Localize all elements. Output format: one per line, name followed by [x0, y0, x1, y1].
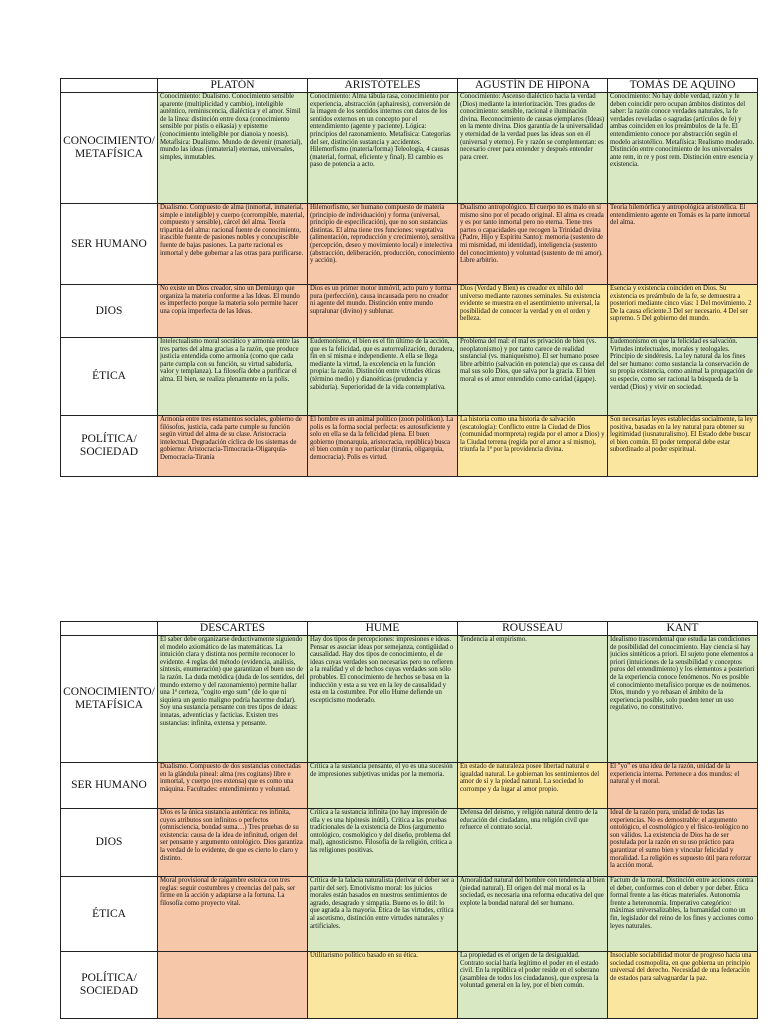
row-label-etica: ÉTICA: [61, 877, 158, 952]
cell: [308, 93, 458, 204]
cell: [158, 809, 308, 877]
philosophy-table-2: [60, 621, 758, 1019]
cell: [308, 809, 458, 877]
cell-text: El hombre es un animal político (zoon politikon). La polis es la forma social perfecta: es autosuficiente y solo en ella se da la felicidad plena. El buen gobierno (monarquía, aristocracia, república) busca el bien común y no particular (tiranía, oligarquía, democracia). Polis es virtud.: [310, 416, 454, 461]
table-row: [61, 416, 758, 477]
cell: [458, 763, 608, 809]
cell-text: Utilitarismo político basado en su ética.: [310, 952, 418, 959]
header-agustin: AGUSTÍN DE HIPONA: [458, 79, 608, 93]
cell: [458, 93, 608, 204]
table-row: [61, 877, 758, 952]
cell: [308, 636, 458, 763]
header-kant: KANT: [608, 622, 758, 636]
cell-text: Dualismo. Compuesto de alma (inmortal, inmaterial, simple e inteligible) y cuerpo (corrompible, material, compuesto y sensible), cárcel del alma. Teoría tripartita del alma: racional fuente de conocimiento, irascible fuente de pasiones nobles y concupiscible fuente de bajas pasiones. La parte racional es inmortal y debe gobernar a las otras para purificarse.: [160, 204, 305, 257]
cell-text: Esencia y existencia coinciden en Dios. Su existencia es preámbulo de la fe, se demuestra a posteriori mediante cinco vías: 1 Del movimiento. 2 De la causa eficiente.3 Del ser necesario. 4 Del ser supremo. 5 Del gobierno del mundo.: [610, 285, 752, 323]
header-tomas: TOMÁS DE AQUINO: [608, 79, 758, 93]
cell-text: Hay dos tipos de percepciones: impresiones e ideas. Pensar es asociar ideas por semejanza, contigüidad o causalidad. Hay dos tipos de conocimiento, el de ideas cuyas verdades son necesarias pero no refieren a la realidad y el de hechos cuyas verdades son sólo probables. El conocimiento de hechos se basa en la inducción y esta a su vez en la ley de causalidad y esta en la costumbre. Por ello Hume defiende un escepticismo moderado.: [310, 636, 454, 704]
cell-text: Dualismo. Compuesto de dos sustancias conectadas en la glándula pineal: alma (res cogitans) libre e inmortal, y cuerpo (res extensa) que es como una máquina. Facultades: entendimiento y voluntad.: [160, 763, 301, 793]
cell-text: Hilemorfismo, ser humano compuesto de materia (principio de individuación) y forma (universal, principio de especificación), que no son sustancias distintas. El alma tiene tres funciones: vegetativa (alimentación, reproducción y crecimiento), sensitiva (percepción, deseo y movimiento local) e intelectiva (abstracción, deliberación, producción, conocimiento y acción).: [310, 204, 455, 265]
cell: [458, 338, 608, 416]
cell: [158, 204, 308, 285]
header-hume: HUME: [308, 622, 458, 636]
cell: [608, 763, 758, 809]
cell-text: Insociable sociabilidad motor de progreso hacia una sociedad cosmopolita, en que gobierna un principio universal del derecho. Necesidad de una federación de estados para salvaguardar la paz.: [610, 952, 752, 982]
cell: [308, 204, 458, 285]
table-row: [61, 204, 758, 285]
cell: [608, 93, 758, 204]
table-header-row: [61, 79, 758, 93]
cell-text: Amoralidad natural del hombre con tendencia al bien (piedad natural). El origen del mal moral es la sociedad, es necesaria una reforma educativa del que explote la bondad natural del ser humano.: [460, 877, 605, 907]
table-row: [61, 338, 758, 416]
cell: [158, 338, 308, 416]
cell: [608, 952, 758, 1019]
header-descartes: DESCARTES: [158, 622, 308, 636]
cell: [158, 636, 308, 763]
table-row: [61, 636, 758, 763]
cell-text: Conocimiento: Alma tábula rasa, conocimiento por experiencia, abstracción (aphairesis), conversión de la imagen de los sentidos internos con datos de los sentidos externos en un concepto por el entendimiento (agente y paciente). Lógica: principios del razonamiento. Metafísica: Categorías del ser, distinción sustancia y accidentes. Hilemorfismo (materia/forma) Teleología, 4 causas (material, formal, eficiente y final). El cambio es paso de potencia a acto.: [310, 93, 451, 169]
cell: [308, 877, 458, 952]
row-label-politica: POLÍTICA/ SOCIEDAD: [61, 952, 158, 1019]
cell: [458, 636, 608, 763]
cell-text: Son necesarias leyes establecidas socialmente, la ley positiva, basadas en la ley natural para obtener su legitimidad (iusnaturalismo). El Estado debe buscar el bien común. El poder temporal debe estar subordinado al poder espiritual.: [610, 416, 753, 454]
cell-text: Dios es la única sustancia auténtica: res infinita, cuyos atributos son infinitos o perfectos (omnisciencia, bondad suma…) Tres pruebas de su existencia: causa de la idea de infinitud, origen del ser pensante y argumento ontológico. Dios garantiza la verdad de lo evidente, de que es cierto lo claro y distinto.: [160, 809, 303, 862]
row-label-dios: DIOS: [61, 285, 158, 338]
cell: [158, 763, 308, 809]
table-row: [61, 809, 758, 877]
row-label-dios: DIOS: [61, 809, 158, 877]
header-corner: [61, 79, 158, 93]
cell-text: No existe un Dios creador, sino un Demiurgo que organiza la materia conforme a las Ideas. El mundo es imperfecto porque la materia solo permite hacer una copia imperfecta de las Ideas.: [160, 285, 300, 315]
cell: [458, 204, 608, 285]
cell-text: Factum de la moral. Distinción entre acciones contra el deber, conformes con el deber y por deber. Ética formal frente a las éticas materiales. Autonomía frente a heteronomía. Imperativo categórico: máximas universalizables, la humanidad como un fin, legislador del reino de los fines y acciones como leyes naturales.: [610, 877, 754, 930]
cell: [308, 338, 458, 416]
row-label-ser-humano: SER HUMANO: [61, 204, 158, 285]
table-row: [61, 285, 758, 338]
cell: [458, 285, 608, 338]
cell-text: Crítica a la sustancia pensante, el yo es una sucesión de impresiones subjetivas unidas por la memoria.: [310, 763, 453, 778]
cell: [308, 416, 458, 477]
cell: [158, 285, 308, 338]
cell-text: La propiedad es el origen de la desigualdad. Contrato social haría legítimo el poder en el estado civil. En la república el poder reside en el soberano (asamblea de todos los ciudadanos), que expresa la voluntad general en la ley, por el bien común.: [460, 952, 600, 990]
row-label-politica: POLÍTICA/ SOCIEDAD: [61, 416, 158, 477]
table-row: [61, 952, 758, 1019]
cell-text: Ideal de la razón pura, unidad de todas las experiencias. No es demostrable: el argumento ontológico, el cosmológico y el físico-teológico no son válidos. La existencia de Dios ha de ser postulada por la razón en su uso práctico para garantizar el sumo bien y vincular felicidad y moralidad. La religión es supuesto útil para reforzar la acción moral.: [610, 809, 752, 870]
cell: [608, 338, 758, 416]
cell: [158, 93, 308, 204]
cell: [608, 204, 758, 285]
cell-text: Teoría hilemórfica y antropológica aristotélica. El entendimiento agente en Tomás es la parte inmortal del alma.: [610, 204, 751, 227]
cell-text: Dios (Verdad y Bien) es creador ex nihilo del universo mediante razones seminales. Su existencia evidente se muestra en el asentimiento universal, la posibilidad de conocer la verdad y en el orden y belleza.: [460, 285, 601, 323]
cell: [608, 285, 758, 338]
cell: [158, 877, 308, 952]
cell: [158, 952, 308, 1019]
header-aristoteles: ARISTÓTELES: [308, 79, 458, 93]
cell: [458, 416, 608, 477]
cell: [458, 952, 608, 1019]
cell: [608, 636, 758, 763]
cell-text: Crítica a la sustancia infinita (no hay impresión de ella y es una hipótesis inútil). Crítica a las pruebas tradicionales de la existencia de Dios (argumento ontológico, cosmológico y del diseño, problema del mal), agnosticismo. Filosofía de la religión, crítica a las religiones positivas.: [310, 809, 452, 854]
cell: [308, 763, 458, 809]
row-label-conocimiento: CONOCIMIENTO/ METAFÍSICA: [61, 93, 158, 204]
cell-text: En estado de naturaleza posee libertad natural e igualdad natural. Le gobiernan los sentimientos del amor de sí y la piedad natural. La sociedad lo corrompe y da lugar al amor propio.: [460, 763, 600, 793]
cell-text: Defensa del deísmo, y religión natural dentro de la educación del ciudadano, una religión civil que refuerce el contrato social.: [460, 809, 598, 832]
cell-text: La historia como una historia de salvación (escatología): Conflicto entre la Ciudad de Dios (comunidad mormpreta) regida por el amor a Dios) y la Ciudad terrena (regida por el amor a sí mismo), triunfa la 1ª por la providencia divina.: [460, 416, 605, 454]
row-label-etica: ÉTICA: [61, 338, 158, 416]
cell-text: Dios es un primer motor inmóvil, acto puro y forma pura (perfección), causa incausada pero no creador ni agente del mundo. Distinción entre mundo supralunar (divino) y sublunar.: [310, 285, 452, 315]
cell-text: Armonía entre tres estamentos sociales, gobierno de filósofos, justicia, cada parte cumple su función según virtud del alma de su clase. Aristocracia intelectual. Degradación cíclica de los sistemas de gobierno: Aristocracia-Timocracia-Oligarquía-Democracia-Tiranía: [160, 416, 302, 461]
cell-text: Intelectualismo moral socrático y armonía entre las tres partes del alma gracias a la razón, que produce justicia entendida como armonía (como que cada parte cumpla con su función, su virtud sabiduría, valor y templanza). La filosofía debe a purificar el alma. El bien, se realiza plenamente en la polis.: [160, 338, 300, 383]
cell-text: Tendencia al empirismo.: [460, 636, 527, 643]
table-header-row: [61, 622, 758, 636]
cell-text: Crítica de la falacia naturalista (derivar el deber ser a partir del ser). Emotivismo moral: los juicios morales están basados en nuestros sentimientos de agrado, desagrado y simpatía. Bueno es lo útil: lo que agrada a la mayoría. Ética de las virtudes, crítica al ascetismo, distinción entre virtudes naturales y artificiales.: [310, 877, 454, 930]
cell-text: Eudemonismo en que la felicidad es salvación. Virtudes intelectuales, morales y teologales. Principio de sindéresis. La ley natural da los fines del ser humano: como sustancia la conservación de su propia existencia, como animal la propagación de su especie, como ser racional la búsqueda de la verdad (Dios) y vivir en sociedad.: [610, 338, 753, 391]
cell-text: Eudemonismo, el bien es el fin último de la acción, que es la felicidad, que es autorrealización, duradera, fin en sí misma e independiente. A ella se llega mediante la virtud, la excelencia en la función propia: la razón. Distinción entre virtudes éticas (término medio) y dianoéticas (prudencia y sabiduría). Superioridad de la vida contemplativa.: [310, 338, 455, 391]
row-label-conocimiento: CONOCIMIENTO/ METAFÍSICA: [61, 636, 158, 763]
cell: [608, 809, 758, 877]
cell: [608, 416, 758, 477]
table-row: [61, 93, 758, 204]
cell-text: Conocimiento: Ascenso dialéctico hacia la verdad (Dios) mediante la interiorización. Tres grados de conocimiento: sensible, racional e iluminación divina. Reconocimiento de causas ejemplares (Ideas) en la mente divina. Dios garantía de la universalidad y eternidad de la verdad pues las ideas son en él (universal y eterno). Fe y razón se complementan: es necesario creer para entender y después entender para creer.: [460, 93, 605, 161]
cell-text: Dualismo antropológico. El cuerpo no es malo en sí mismo sino por el pecado original. El alma es creada y es por tanto inmortal pero no eterna. Tiene tres partes o capacidades que recogen la Trinidad divina (Padre, Hijo y Espíritu Santo): memoria (sustento de mi mismidad, mi identidad), inteligencia (sustento del conocimiento) y voluntad (sustento de mi amor). Libre arbitrio.: [460, 204, 604, 265]
row-label-ser-humano: SER HUMANO: [61, 763, 158, 809]
cell: [158, 416, 308, 477]
cell-text: Moral provisional de raigambre estoica con tres reglas: seguir costumbres y creencias del país, ser firme en la acción y adaptarse a la fortuna. La filosofía como proyecto vital.: [160, 877, 296, 907]
header-corner: [61, 622, 158, 636]
cell-text: Idealismo trascendental que estudia las condiciones de posibilidad del conocimiento. Hay ciencia si hay juicios sintéticos a priori. El sujeto pone elementos a priori (intuiciones de la sensibilidad y conceptos puros del entendimiento) y los elementos a posteriori de la experiencia conoce fenómenos. No es posible el conocimiento metafísico porque es de noúmenos. Dios, mundo y yo rebasan el ámbito de la experiencia posible, solo pueden tener un uso regulativo, no constitutivo.: [610, 636, 755, 712]
cell-text: Conocimiento: No hay doble verdad, razón y fe deben coincidir pero ocupan ámbitos distintos del saber: la razón conoce verdades naturales, la fe verdades reveladas o sagradas (artículos de fe) y ambas coinciden en los preámbulos de la fe. El entendimiento conoce por abstracción según el modelo aristotélico. Metafísica: Realismo moderado. Distinción entre conocimiento de los universales ante rem, in re y post rem. Distinción entre esencia y existencia.: [610, 93, 755, 169]
cell-text: Conocimiento: Dualismo. Conocimiento sensible aparente (multiplicidad y cambio), inteligible auténtico, reminiscencia, dialéctica y el amor. Símil de la línea: distinción entre doxa (conocimiento sensible por pistis o eikasía) y episteme (conocimiento inteligible por dianoia y noesis). Metafísica: Dualismo. Mundo de devenir (material), mundo las ideas (inmaterial) eternas, universales, simples, inmutables.: [160, 93, 303, 161]
cell: [458, 809, 608, 877]
cell-text: El "yo" es una idea de la razón, unidad de la experiencia interna. Pertenece a dos mundos: el natural y el moral.: [610, 763, 740, 786]
header-rousseau: ROUSSEAU: [458, 622, 608, 636]
philosophy-table-1: [60, 78, 758, 477]
cell-text: [160, 952, 305, 1018]
cell: [458, 877, 608, 952]
header-platon: PLATÓN: [158, 79, 308, 93]
cell-text: Problema del mal: el mal es privación de bien (vs. neoplatonismo) y por tanto carece de realidad sustancial (vs. maniqueísmo). El ser humano posee libre arbitrio (salvación en potencia) que es causa del mal sus solo Dios, que salva por la gracia. El bien moral es el amor entendido como caridad (ágape).: [460, 338, 605, 383]
table-row: [61, 763, 758, 809]
cell-text: El saber debe organizarse deductivamente siguiendo el modelo axiomático de las matemáticas. La intuición clara y distinta nos permite reconocer lo evidente. 4 reglas del método (evidencia, análisis, síntesis, enumeración) que garantizan el buen uso de la razón. La duda metódica (duda de los sentidos, del mundo externo y del razonamiento) permite hallar una 1ª certeza, "cogito ergo sum" (de lo que ni siquiera un genio maligno podría hacerme dudar). Soy una sustancia pensante con tres tipos de ideas: innatas, adventicias y facticias. Existen tres sustancias: infinita, extensa y pensante.: [160, 636, 305, 727]
cell: [608, 877, 758, 952]
cell: [308, 285, 458, 338]
cell: [308, 952, 458, 1019]
